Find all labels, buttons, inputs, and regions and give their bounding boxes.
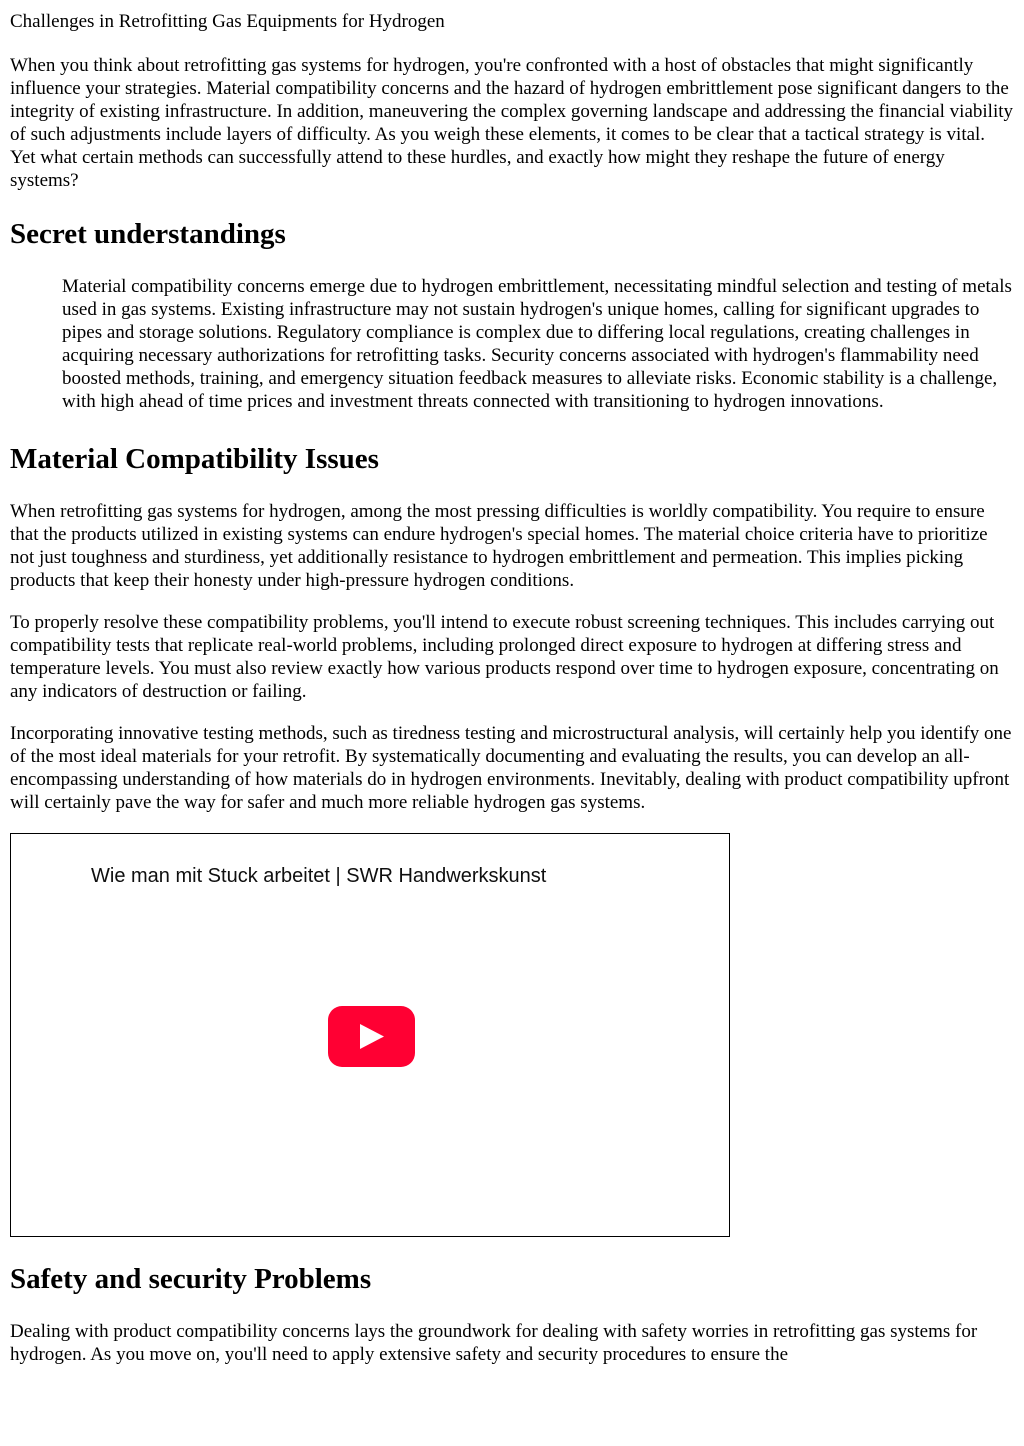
intro-paragraph: When you think about retrofitting gas systems for hydrogen, you're confronted with a host of obstacles that might significantly influence your strategies. Material compatibility concerns and the hazard of hydrogen embrittlement pose significant dangers to the integrity of existing infrastructure. In addition, maneuvering the complex governing landscape and addressing the financial viability of such adjustments include layers of difficulty. As you weigh these elements, it comes to be clear that a tactical strategy is vital. Yet what certain methods can successfully attend to these hurdles, and exactly how might they reshape the future of energy systems?	[10, 55, 1014, 191]
safety-heading: Safety and security Problems	[10, 1263, 372, 1295]
video-play-button[interactable]	[328, 1006, 415, 1067]
material-paragraph-3: Incorporating innovative testing methods, such as tiredness testing and microstructural analysis, will certainly help you identify one of the most ideal materials for your retrofit. By systematically documenting and evaluating the results, you can develop an all-encompassing understanding of how materials do in hydrogen environments. Inevitably, dealing with product compatibility upfront will certainly pave the way for safer and much more reliable hydrogen gas systems.	[10, 723, 1012, 813]
key-insights-heading: Secret understandings	[10, 218, 286, 250]
material-paragraph-1: When retrofitting gas systems for hydrogen, among the most pressing difficulties is worldly compatibility. You require to ensure that the products utilized in existing systems can endure hydrogen's special homes. The material choice criteria have to prioritize not just toughness and sturdiness, yet additionally resistance to hydrogen embrittlement and permeation. This implies picking products that keep their honesty under high-pressure hydrogen conditions.	[10, 501, 988, 591]
video-title[interactable]: Wie man mit Stuck arbeitet | SWR Handwerkskunst	[91, 865, 547, 887]
key-insights-quote: Material compatibility concerns emerge due to hydrogen embrittlement, necessitating mindful selection and testing of metals used in gas systems. Existing infrastructure may not sustain hydrogen's unique homes, calling for significant upgrades to pipes and storage solutions. Regulatory compliance is complex due to differing local regulations, creating challenges in acquiring necessary authorizations for retrofitting tasks. Security concerns associated with hydrogen's flammability need boosted methods, training, and emergency situation feedback measures to alleviate risks. Economic stability is a challenge, with high ahead of time prices and investment threats connected with transitioning to hydrogen innovations.	[62, 276, 1012, 412]
safety-paragraph: Dealing with product compatibility concerns lays the groundwork for dealing with safety worries in retrofitting gas systems for hydrogen. As you move on, you'll need to apply extensive safety and security procedures to ensure the	[10, 1321, 978, 1365]
material-compatibility-heading: Material Compatibility Issues	[10, 443, 379, 475]
play-icon	[360, 1024, 384, 1049]
document-title: Challenges in Retrofitting Gas Equipments for Hydrogen	[10, 11, 445, 32]
video-embed[interactable]	[10, 833, 730, 1237]
material-paragraph-2: To properly resolve these compatibility problems, you'll intend to execute robust screening techniques. This includes carrying out compatibility tests that replicate real-world problems, including prolonged direct exposure to hydrogen at differing stress and temperature levels. You must also review exactly how various products respond over time to hydrogen exposure, concentrating on any indicators of destruction or failing.	[10, 612, 999, 702]
